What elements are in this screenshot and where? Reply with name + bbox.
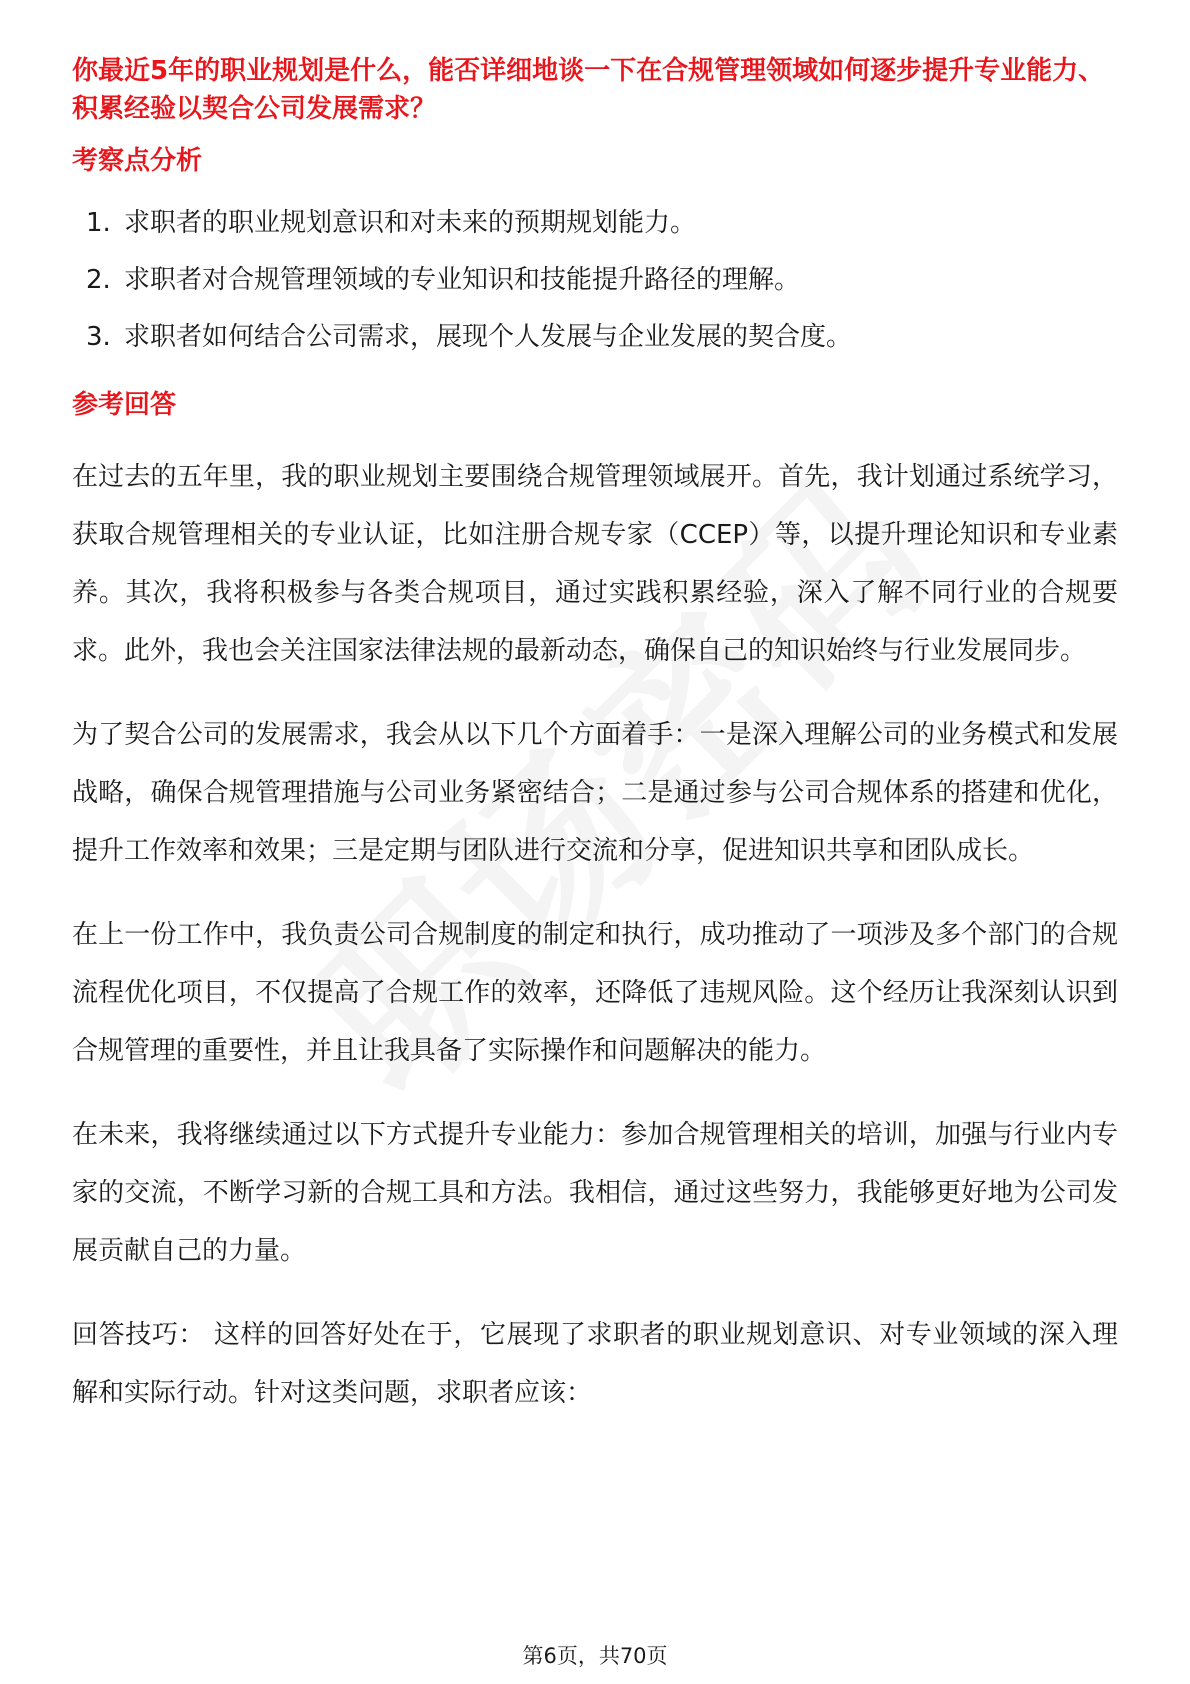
answer-paragraph: 在过去的五年里，我的职业规划主要围绕合规管理领域展开。首先，我计划通过系统学习，获取合规管理相关的专业认证，比如注册合规专家（CCEP）等，以提升理论知识和专业素养。其次，我将积极参与各类合规项目，通过实践积累经验，深入了解不同行业的合规要求。此外，我也会关注国家法律法规的最新动态，确保自己的知识始终与行业发展同步。 — [72, 462, 1118, 666]
analysis-point — [72, 204, 1118, 242]
answer-tips: 回答技巧： 这样的回答好处在于，它展现了求职者的职业规划意识、对专业领域的深入理解和实际行动。针对这类问题，求职者应该： — [72, 1320, 1118, 1408]
point-text: 求职者对合规管理领域的专业知识和技能提升路径的理解。 — [124, 265, 801, 295]
analysis-points — [72, 204, 1118, 356]
point-number: 3. — [86, 322, 111, 352]
analysis-point — [72, 261, 1118, 299]
analysis-heading: 考察点分析 — [72, 146, 203, 176]
point-number: 2. — [86, 265, 111, 295]
question-title: 你最近5年的职业规划是什么，能否详细地谈一下在合规管理领域如何逐步提升专业能力、积累经验以契合公司发展需求？ — [72, 56, 1105, 124]
answer-heading: 参考回答 — [72, 390, 177, 420]
answer-body — [72, 448, 1118, 1422]
point-text: 求职者如何结合公司需求，展现个人发展与企业发展的契合度。 — [124, 322, 853, 352]
page-number: 第6页，共70页 — [522, 1644, 668, 1668]
analysis-point — [72, 318, 1118, 356]
answer-paragraph: 在上一份工作中，我负责公司合规制度的制定和执行，成功推动了一项涉及多个部门的合规流程优化项目，不仅提高了合规工作的效率，还降低了违规风险。这个经历让我深刻认识到合规管理的重要性，并且让我具备了实际操作和问题解决的能力。 — [72, 920, 1118, 1066]
point-number: 1. — [86, 208, 111, 238]
answer-paragraph: 在未来，我将继续通过以下方式提升专业能力：参加合规管理相关的培训，加强与行业内专家的交流，不断学习新的合规工具和方法。我相信，通过这些努力，我能够更好地为公司发展贡献自己的力量。 — [72, 1120, 1118, 1266]
content-area — [72, 52, 1118, 1448]
point-text: 求职者的职业规划意识和对未来的预期规划能力。 — [124, 208, 697, 238]
answer-paragraph: 为了契合公司的发展需求，我会从以下几个方面着手：一是深入理解公司的业务模式和发展战略，确保合规管理措施与公司业务紧密结合；二是通过参与公司合规体系的搭建和优化，提升工作效率和效果；三是定期与团队进行交流和分享，促进知识共享和团队成长。 — [72, 720, 1118, 866]
